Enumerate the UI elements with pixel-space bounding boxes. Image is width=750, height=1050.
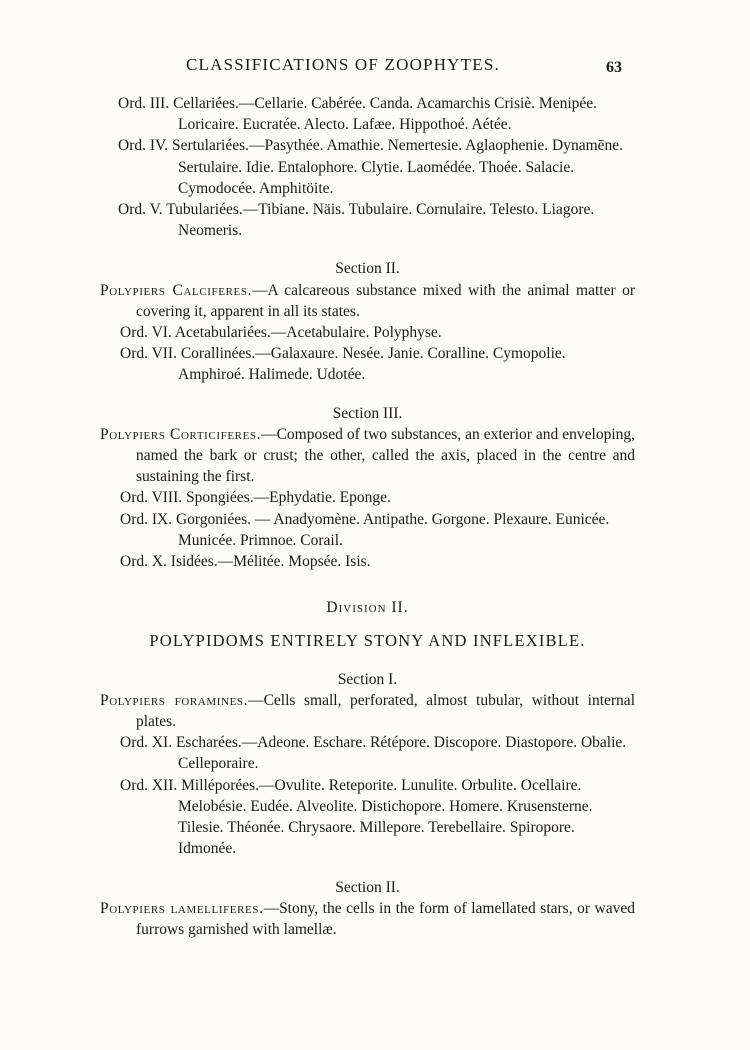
running-head: CLASSIFICATIONS OF ZOOPHYTES. [186, 55, 500, 74]
division-title: POLYPIDOMS ENTIRELY STONY AND INFLEXIBLE. [149, 631, 586, 651]
page-number: 63 [606, 59, 622, 76]
section-heading: Section I. [337, 670, 398, 688]
calciferes-text: —A calcareous substance mixed with the animal matter or covering it, apparent in all its states. [136, 281, 635, 320]
page-content [100, 93, 635, 940]
lamelliferes-label: Polypiers lamelliferes. [100, 899, 264, 917]
calciferes-label: Polypiers Calciferes. [100, 281, 253, 299]
order-viii: Ord. VIII. Spongiées.—Ephydatie. Eponge. [120, 489, 391, 507]
calciferes-paragraph [100, 280, 635, 322]
corticiferes-paragraph [100, 424, 635, 488]
order-xi: Ord. XI. Escharées.—Adeone. Eschare. Rétépore. Discopore. Diastopore. Obalie. Celleporaire. [120, 734, 627, 773]
order-ix: Ord. IX. Gorgoniées. — Anadyomène. Antipathe. Gorgone. Plexaure. Eunicée. Municée. Primnoe. Corail. [120, 510, 610, 549]
corticiferes-text: —Composed of two substances, an exterior and enveloping, named the bark or crust; the other, called the axis, placed in the centre and sustaining the first. [136, 425, 636, 486]
foramines-paragraph [100, 690, 635, 732]
corticiferes-label: Polypiers Corticiferes. [100, 425, 262, 443]
section-heading: Section II. [335, 260, 400, 278]
order-xii: Ord. XII. Milléporées.—Ovulite. Reteporite. Lunulite. Orbulite. Ocellaire. Melobésie. Eudée. Alveolite. Distichopore. Homere. Krusensterne. Tilesie. Théonée. Chrysaore. Millepore. Terebellaire. Spiropore. Idmonée. [120, 776, 593, 858]
order-iii: Ord. III. Cellariées.—Cellarie. Cabérée. Canda. Acamarchis Crisiè. Menipée. Loricaire. Eucratée. Alecto. Lafæe. Hippothoé. Aétée. [118, 95, 598, 134]
foramines-label: Polypiers foramines. [100, 691, 249, 709]
lamelliferes-text: —Stony, the cells in the form of lamellated stars, or waved furrows garnished with lamellæ. [136, 899, 635, 938]
foramines-text: —Cells small, perforated, almost tubular, without internal plates. [136, 691, 635, 731]
order-vii: Ord. VII. Corallinées.—Galaxaure. Nesée. Janie. Coralline. Cymopolie. Amphiroé. Halimede. Udotée. [120, 345, 566, 384]
section-heading: Section III. [332, 404, 403, 422]
section-heading: Section II. [335, 878, 400, 896]
order-x: Ord. X. Isidées.—Mélitée. Mopsée. Isis. [120, 553, 371, 571]
lamelliferes-paragraph [100, 898, 635, 940]
order-vi: Ord. VI. Acetabulariées.—Acetabulaire. Polyphyse. [120, 324, 442, 342]
order-iv: Ord. IV. Sertulariées.—Pasythée. Amathie. Nemertesie. Aglaophenie. Dynamēne. Sertulaire. Idie. Entalophore. Clytie. Laomédée. Thoée. Salacie. Cymodocée. Amphitöite. [118, 137, 624, 197]
order-v: Ord. V. Tubulariées.—Tibiane. Näis. Tubulaire. Cornulaire. Telesto. Liagore. Neomeris. [118, 201, 595, 240]
division-heading: Division II. [326, 599, 409, 617]
